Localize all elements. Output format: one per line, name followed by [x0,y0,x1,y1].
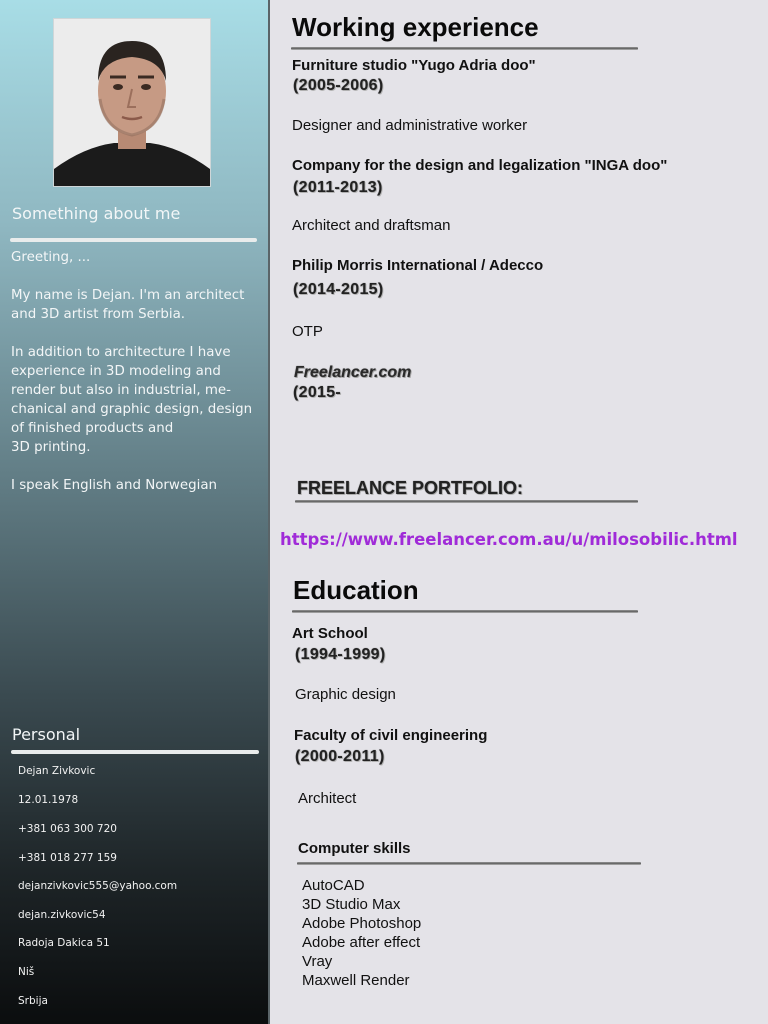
portfolio-link[interactable]: https://www.freelancer.com.au/u/milosobilic.html [280,530,738,549]
experience-divider [291,47,638,50]
sidebar [0,0,270,1024]
education-school-2: Faculty of civil engineering [294,727,488,744]
main-content [270,0,768,1024]
personal-name: Dejan Zivkovic [18,765,96,777]
skills-divider [297,862,641,865]
portfolio-label: FREELANCE PORTFOLIO: [297,478,523,498]
about-text: Greeting, ... My name is Dejan. I'm an architect and 3D artist from Serbia. In addition to architecture I have experience in 3D modeling and render but also in industrial, me- chanical and graphic design, design of finished products and 3D printing. I speak English and Norwegian [11,250,253,493]
skills-list [302,876,421,990]
job-company-2: Company for the design and legalization "INGA doo" [292,157,668,174]
skills-heading: Computer skills [298,840,411,857]
about-heading: Something about me [12,204,181,223]
job-years-3: (2014-2015) [293,281,384,298]
skill-item: AutoCAD [302,877,365,894]
personal-info [18,0,263,1024]
job-company-3: Philip Morris International / Adecco [292,257,544,274]
personal-email: dejanzivkovic555@yahoo.com [18,880,178,892]
education-years-1: (1994-1999) [295,646,386,663]
job-role-2: Architect and draftsman [292,217,451,234]
job-role-3: OTP [292,323,323,340]
skill-item: Adobe Photoshop [302,915,422,932]
education-field-1: Graphic design [295,686,396,703]
personal-city: Niš [18,966,35,978]
education-field-2: Architect [298,790,357,807]
job-years-4: (2015- [293,384,342,401]
education-school-1: Art School [292,625,368,642]
skill-item: Maxwell Render [302,972,410,989]
personal-heading: Personal [12,725,81,744]
experience-heading: Working experience [292,12,539,42]
job-company-1: Furniture studio "Yugo Adria doo" [292,57,536,74]
personal-birthdate: 12.01.1978 [18,794,79,806]
personal-phone-mobile: +381 063 300 720 [18,823,117,835]
personal-country: Srbija [18,995,48,1007]
job-years-1: (2005-2006) [293,77,384,94]
skill-item: Vray [302,953,333,970]
personal-address: Radoja Dakica 51 [18,937,110,949]
education-divider [292,610,638,613]
education-heading: Education [293,575,419,605]
personal-phone-home: +381 018 277 159 [18,852,117,864]
education-years-2: (2000-2011) [295,748,385,765]
skill-item: Adobe after effect [302,934,421,951]
job-years-2: (2011-2013) [293,179,383,196]
portfolio-divider [295,500,638,503]
personal-username: dejan.zivkovic54 [18,909,106,921]
skill-item: 3D Studio Max [302,896,401,913]
job-role-1: Designer and administrative worker [292,117,528,134]
job-company-4: Freelancer.com [294,364,412,381]
